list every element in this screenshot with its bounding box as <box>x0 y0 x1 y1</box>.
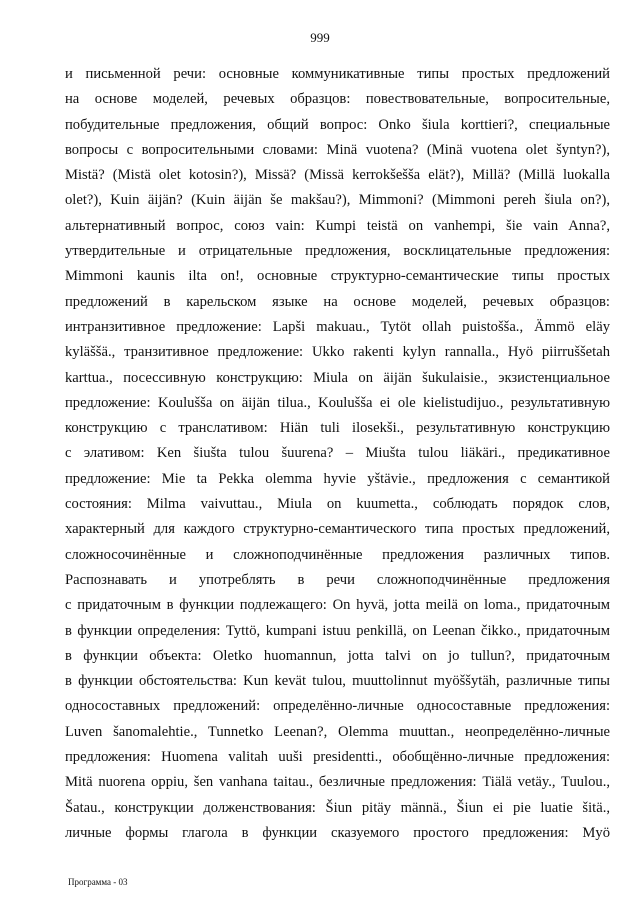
text-line: и письменной речи: основные коммуникативные типы простых предложений <box>65 66 610 82</box>
text-line: на основе моделей, речевых образцов: повествовательные, вопросительные, <box>65 91 610 108</box>
text-line: с придаточным в функции подлежащего: On hyvä, jotta meilä on loma., придаточным <box>65 597 610 614</box>
text-line: Mistä? (Mistä olet kotosin?), Missä? (Missä kerrokšešša elät?), Millä? (Millä luokalla <box>65 167 610 184</box>
text-line: интранзитивное предложение: Lapši makuau., Tytöt ollah puistošša., Ämmö eläy <box>65 318 610 335</box>
text-line: kyläššä., транзитивное предложение: Ukko rakenti kylyn rannalla., Hyö piirruššetah <box>65 344 610 361</box>
text-line: Luven šanomalehtie., Tunnetko Leenan?, Olemma muuttan., неопределённо-личные <box>65 723 610 740</box>
text-line: характерный для каждого структурно-семантического типа простых предложений, <box>65 521 610 538</box>
text-line: альтернативный вопрос, союз vain: Kumpi teistä on vanhempi, šie vain Anna?, <box>65 217 610 234</box>
text-line: предложение: Mie ta Pekka olemma hyvie yštävie., предложения с семантикой <box>65 470 610 487</box>
text-line: сложносочинённые и сложноподчинённые предложения различных типов. <box>65 546 610 563</box>
text-line: личные формы глагола в функции сказуемого простого предложения: Myö <box>65 824 610 841</box>
text-line: побудительные предложения, общий вопрос: Onko šiula korttieri?, специальные <box>65 116 610 133</box>
text-line: вопросы с вопросительными словами: Minä vuotena? (Minä vuotena olet šyntyn?), <box>65 141 610 158</box>
text-line: Mitä nuorena oppiu, šen vanhana taitau., безличные предложения: Tiälä vetäy., Tuulou., <box>65 774 610 791</box>
text-line: Mimmoni kaunis ilta on!, основные структурно-семантические типы простых <box>65 268 610 285</box>
text-line: Распознавать и употреблять в речи сложноподчинённые предложения <box>65 571 610 588</box>
text-line: утвердительные и отрицательные предложения, восклицательные предложения: <box>65 243 610 260</box>
text-line: конструкцию с транслативом: Hiän tuli ilosekši., результативную конструкцию <box>65 420 610 437</box>
text-line: olet?), Kuin äijän? (Kuin äijän še makšau?), Mimmoni? (Mimmoni pereh šiula on?), <box>65 192 610 209</box>
body-text <box>65 62 610 846</box>
text-line: в функции обстоятельства: Kun kevät tulou, muuttolinnut myöššytäh, различные типы <box>65 673 610 690</box>
text-line: karttua., посессивную конструкцию: Miula on äijän šukulaisie., экзистенциальное <box>65 369 610 386</box>
text-line: предложений в карельском языке на основе моделей, речевых образцов: <box>65 293 610 310</box>
text-line: односоставных предложений: определённо-личные односоставные предложения: <box>65 698 610 715</box>
text-line: состояния: Milma vaivuttau., Miula on kuumetta., соблюдать порядок слов, <box>65 496 610 513</box>
text-line: в функции определения: Tyttö, kumpani istuu penkillä, on Leenan čikko., придаточным <box>65 622 610 639</box>
text-line: в функции объекта: Oletko huomannun, jotta talvi on jo tullun?, придаточным <box>65 647 610 664</box>
text-line: предложения: Huomena valitah uuši presidentti., обобщённо-личные предложения: <box>65 749 610 766</box>
footer-label: Программа - 03 <box>68 877 128 887</box>
text-line: предложение: Koulušša on äijän tilua., Koulušša ei ole kielistudijuo., результативную <box>65 394 610 411</box>
text-line: Šatau., конструкции долженствования: Šiun pitäy männä., Šiun ei pie luatie šitä., <box>65 799 610 816</box>
text-line: с элативом: Ken šiušta tulou šuurena? – Miušta tulou liäkäri., предикативное <box>65 445 610 462</box>
page-number: 999 <box>310 30 330 45</box>
